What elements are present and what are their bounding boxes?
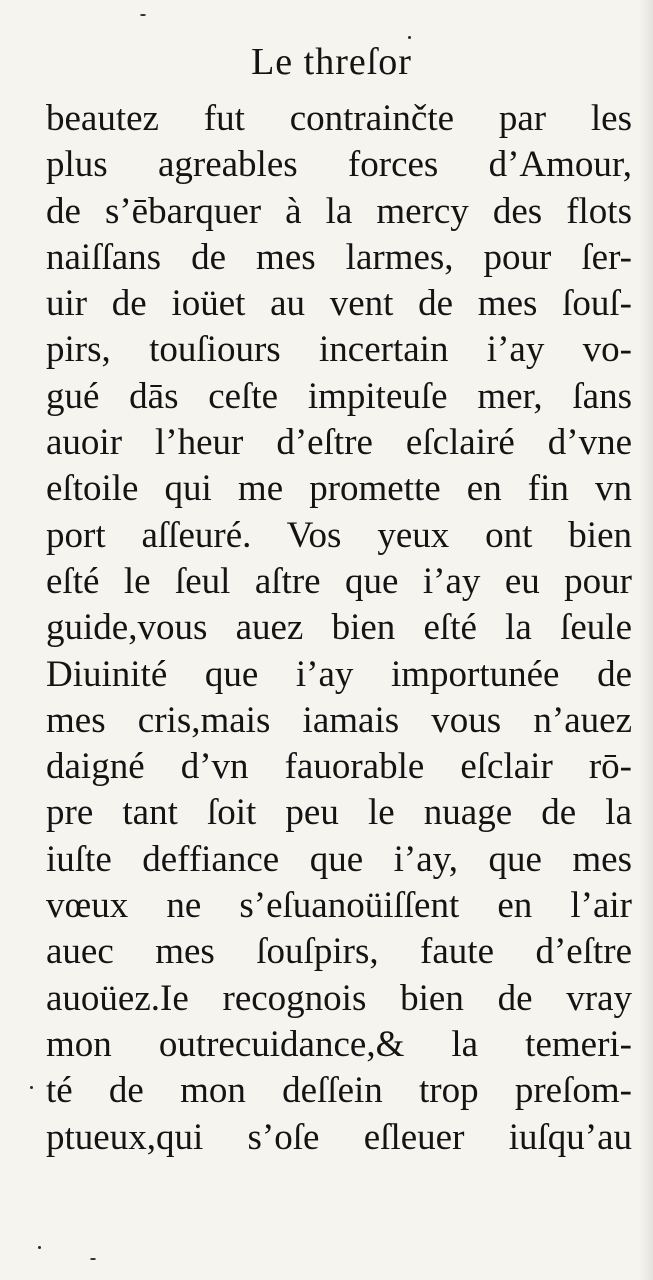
text-line: gué dās ceſte impiteuſe mer, ſans: [46, 375, 632, 417]
text-line: pre tant ſoit peu le nuage de la: [46, 792, 632, 834]
text-line: port aſſeuré. Vos yeux ont bien: [46, 514, 632, 556]
text-line: ptueux,qui s’oſe eſleuer iuſqu’au: [46, 1116, 632, 1158]
text-line: auoir l’heur d’eſtre eſclairé d’vne: [46, 422, 632, 464]
text-line: auoüez.Ie recognois bien de vray: [46, 977, 632, 1019]
text-line: pirs, touſiours incertain i’ay vo-: [46, 329, 632, 371]
text-line: iuſte deffiance que i’ay, que mes: [46, 838, 632, 880]
text-line: té de mon deſſein trop preſom-: [46, 1070, 632, 1112]
text-line: de s’ēbarquer à la mercy des flots: [46, 190, 632, 232]
ink-speck: [38, 1246, 41, 1249]
text-line: plus agreables forces d’Amour,: [46, 144, 632, 186]
body-text: [46, 96, 632, 1161]
text-line: eſtoile qui me promette en fin vn: [46, 468, 632, 510]
text-line: daigné d’vn fauorable eſclair rō-: [46, 746, 632, 788]
ink-speck: [30, 1086, 33, 1089]
text-line: uir de ioüet au vent de mes ſouſ-: [46, 283, 632, 325]
ink-speck: [140, 14, 146, 16]
ink-speck: [408, 36, 411, 39]
text-line: vœux ne s’eſuanoüiſſent en l’air: [46, 885, 632, 927]
text-line: mes cris,mais iamais vous n’auez: [46, 699, 632, 741]
running-head: Le threſor: [251, 41, 412, 83]
text-line: Diuinité que i’ay importunée de: [46, 653, 632, 695]
page-edge-shadow: [639, 0, 653, 1280]
text-line: eſté le ſeul aſtre que i’ay eu pour: [46, 560, 632, 602]
text-line: guide,vous auez bien eſté la ſeule: [46, 607, 632, 649]
text-line: beautez fut contrainčte par les: [46, 98, 632, 139]
text-line: mon outrecuidance,& la temeri-: [46, 1023, 632, 1065]
text-line: naiſſans de mes larmes, pour ſer-: [46, 236, 632, 278]
text-line: auec mes ſouſpirs, faute d’eſtre: [46, 931, 632, 973]
ink-speck: [90, 1258, 96, 1260]
